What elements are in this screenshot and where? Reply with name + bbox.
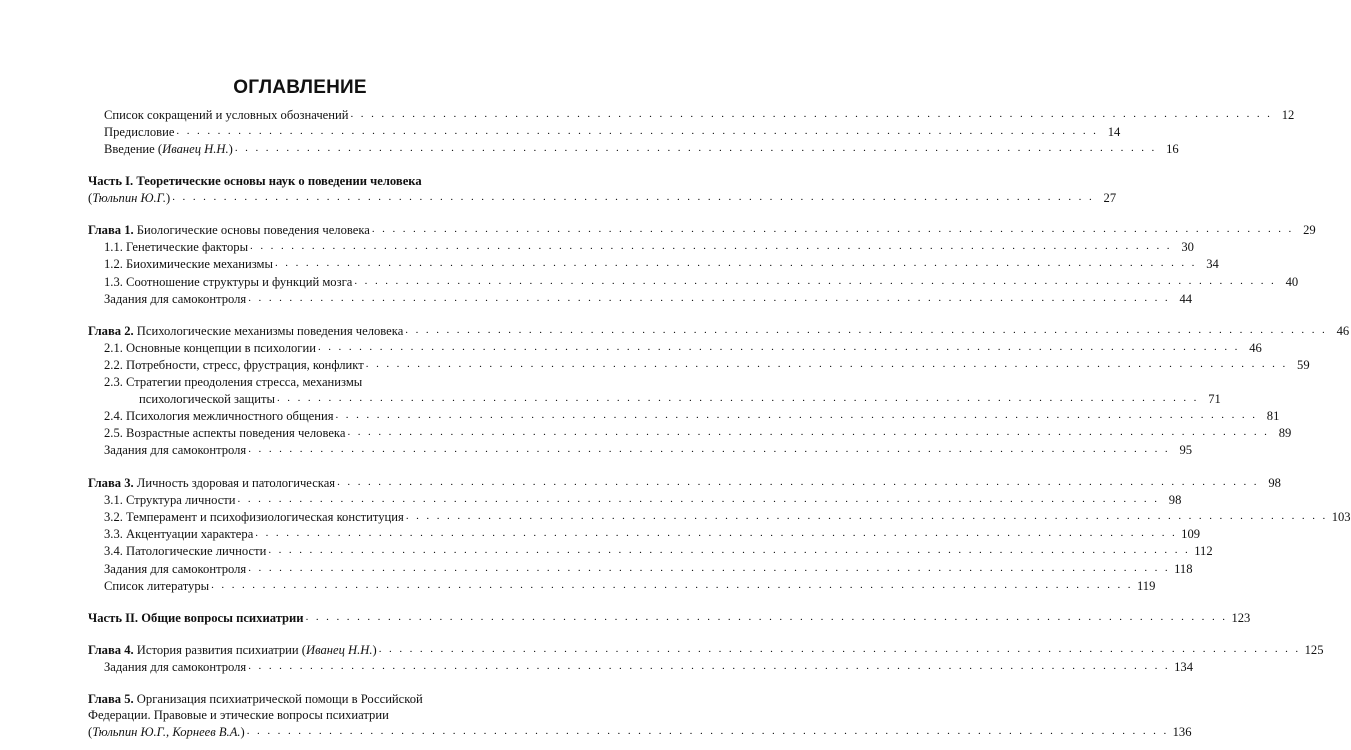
toc-page-number: 12 xyxy=(1281,108,1295,122)
toc-entry-tail: ) xyxy=(228,142,233,157)
toc-entry-title: 1.1. Генетические факторы xyxy=(104,240,249,255)
toc-page-number: 89 xyxy=(1278,426,1292,441)
toc-entry-chapter-4[interactable] xyxy=(88,641,1324,658)
toc-page-number: 46 xyxy=(1249,341,1262,356)
toc-entry-2-5[interactable] xyxy=(88,424,1292,441)
toc-entry-title: Задания для самоконтроля xyxy=(104,443,247,458)
toc-entry-3-1[interactable] xyxy=(88,491,1182,508)
toc-entry-text: Психологические механизмы поведения человека xyxy=(133,324,404,339)
dot-leader: . . . . . . . . . . . . . . . . . . . . . . . . . . . . . . . . . . . . . . . . . . . . . . . . . . . . . . . . . . . . . . . . . . . . . . . . . . . . . . . . . . . . . . . . . . xyxy=(248,561,1171,574)
toc-entry-title: 3.2. Темперамент и психофизиологическая конституция xyxy=(104,510,404,525)
toc-entry-author: Тюльпин Ю.Г., Корнеев В.А. xyxy=(92,725,241,740)
toc-entry-chapter-5-line3[interactable] xyxy=(88,723,1192,740)
dot-leader: . . . . . . . . . . . . . . . . . . . . . . . . . . . . . . . . . . . . . . . . . . . . . . . . . . . . . . . . . . . . . . . . . . . . . . . . . . . . . . . . . . . . . . . . . . xyxy=(268,544,1191,557)
toc-entry-chapter-3[interactable] xyxy=(88,474,1281,491)
table-of-contents xyxy=(88,106,1351,740)
toc-entry-chapter-5-line2[interactable] xyxy=(88,707,512,723)
toc-chapter-label: Глава 5. xyxy=(88,691,134,706)
toc-page-number: 98 xyxy=(1268,475,1281,490)
toc-page-number: 109 xyxy=(1181,527,1201,542)
dot-leader: . . . . . . . . . . . . . . . . . . . . . . . . . . . . . . . . . . . . . . . . . . . . . . . . . . . . . . . . . . . . . . . . . . . . . . . . . . . . . . . . . . . . . . . . . . xyxy=(172,190,1095,203)
dot-leader: . . . . . . . . . . . . . . . . . . . . . . . . . . . . . . . . . . . . . . . . . . . . . . . . . . . . . . . . . . . . . . . . . . . . . . . . . . . . . . . . . . . . . . . . . . xyxy=(337,475,1259,488)
toc-page-number: 27 xyxy=(1103,190,1117,205)
toc-page-number: 95 xyxy=(1179,443,1193,458)
toc-chapter-label: Глава 2. xyxy=(88,324,134,339)
toc-entry-title: 2.2. Потребности, стресс, фрустрация, конфликт xyxy=(104,358,364,373)
toc-page-number: 34 xyxy=(1206,257,1219,272)
toc-page-number: 103 xyxy=(1331,510,1351,525)
toc-entry-text: ( xyxy=(88,725,93,740)
toc-entry-2-tasks[interactable] xyxy=(88,441,1193,458)
toc-entry-preface[interactable] xyxy=(88,123,1121,140)
toc-entry-title: 3.3. Акцентуации характера xyxy=(104,527,254,542)
toc-entry-title: Задания для самоконтроля xyxy=(104,660,247,675)
toc-entry-author: Иванец Н.Н. xyxy=(162,142,229,157)
toc-page-number: 14 xyxy=(1107,125,1121,140)
toc-entry-title xyxy=(88,475,337,491)
toc-entry-chapter-2[interactable] xyxy=(88,322,1350,339)
toc-entry-text: Личность здоровая и патологическая xyxy=(133,475,336,490)
toc-entry-title xyxy=(88,323,405,339)
toc-page-number: 30 xyxy=(1181,240,1194,255)
toc-entry-author: Тюльпин Ю.Г. xyxy=(92,190,167,205)
toc-entry-part-1[interactable] xyxy=(88,173,512,189)
toc-page-number: 119 xyxy=(1136,578,1156,593)
dot-leader: . . . . . . . . . . . . . . . . . . . . . . . . . . . . . . . . . . . . . . . . . . . . . . . . . . . . . . . . . . . . . . . . . . . . . . . . . . . . . . . . . . . . . . . . . . xyxy=(248,291,1171,304)
toc-entry-text: Биологические основы поведения человека xyxy=(133,223,370,238)
toc-entry-text: ( xyxy=(88,190,93,205)
dot-leader: . . . . . . . . . . . . . . . . . . . . . . . . . . . . . . . . . . . . . . . . . . . . . . . . . . . . . . . . . . . . . . . . . . . . . . . . . . . . . . . . . . . . . . . . . . xyxy=(237,492,1160,505)
dot-leader: . . . . . . . . . . . . . . . . . . . . . . . . . . . . . . . . . . . . . . . . . . . . . . . . . . . . . . . . . . . . . . . . . . . . . . . . . . . . . . . . . . . . . . . . . . xyxy=(317,341,1240,354)
toc-entry-3-2[interactable] xyxy=(88,508,1351,525)
toc-page-number: 46 xyxy=(1336,324,1350,339)
dot-leader: . . . . . . . . . . . . . . . . . . . . . . . . . . . . . . . . . . . . . . . . . . . . . . . . . . . . . . . . . . . . . . . . . . . . . . . . . . . . . . . . . . . . . . . . . . xyxy=(246,725,1169,738)
toc-entry-chapter-5[interactable] xyxy=(88,691,512,707)
dot-leader: . . . . . . . . . . . . . . . . . . . . . . . . . . . . . . . . . . . . . . . . . . . . . . . . . . . . . . . . . . . . . . . . . . . . . . . . . . . . . . . . . . . . . . . . . . xyxy=(305,611,1228,624)
dot-leader: . . . . . . . . . . . . . . . . . . . . . . . . . . . . . . . . . . . . . . . . . . . . . . . . . . . . . . . . . . . . . . . . . . . . . . . . . . . . . . . . . . . . . . . . . . xyxy=(276,391,1199,404)
toc-entry-text: Организация психиатрической помощи в Российской xyxy=(133,691,423,706)
dot-leader: . . . . . . . . . . . . . . . . . . . . . . . . . . . . . . . . . . . . . . . . . . . . . . . . . . . . . . . . . . . . . . . . . . . . . . . . . . . . . . . . . . . . . . . . . . xyxy=(405,510,1328,523)
dot-leader: . . . . . . . . . . . . . . . . . . . . . . . . . . . . . . . . . . . . . . . . . . . . . . . . . . . . . . . . . . . . . . . . . . . . . . . . . . . . . . . . . . . . . . . . . . xyxy=(248,443,1171,456)
toc-entry-title: Задания для самоконтроля xyxy=(104,291,247,306)
toc-entry-title: Предисловие xyxy=(104,125,175,140)
toc-entry-text: История развития психиатрии ( xyxy=(133,643,306,658)
toc-page-number: 134 xyxy=(1174,660,1193,675)
toc-page-number: 40 xyxy=(1285,274,1299,289)
toc-entry-author: Иванец Н.Н. xyxy=(305,643,373,658)
toc-page-number: 112 xyxy=(1194,544,1213,559)
page-title: ОГЛАВЛЕНИЕ xyxy=(233,77,367,98)
toc-entry-title xyxy=(104,141,235,157)
toc-entry-title: 1.2. Биохимические механизмы xyxy=(104,257,273,272)
toc-part-title: Часть I. Теоретические основы наук о поведении человека xyxy=(88,173,422,188)
toc-page-number: 123 xyxy=(1231,611,1251,626)
toc-entry-3-tasks[interactable] xyxy=(88,560,1193,577)
toc-entry-title: Список литературы xyxy=(104,578,210,593)
toc-entry-title xyxy=(88,190,172,206)
toc-entry-chapter-1[interactable] xyxy=(88,221,1316,238)
toc-entry-references[interactable] xyxy=(88,577,1156,594)
toc-entry-text: Введение ( xyxy=(104,142,163,157)
dot-leader: . . . . . . . . . . . . . . . . . . . . . . . . . . . . . . . . . . . . . . . . . . . . . . . . . . . . . . . . . . . . . . . . . . . . . . . . . . . . . . . . . . . . . . . . . . xyxy=(234,142,1157,155)
toc-entry-title xyxy=(88,222,372,238)
toc-entry-part-1-author[interactable] xyxy=(88,189,1117,206)
toc-page-number: 29 xyxy=(1303,223,1316,238)
toc-entry-introduction[interactable] xyxy=(88,140,1179,157)
toc-page-number: 125 xyxy=(1304,643,1324,658)
toc-entry-title: Задания для самоконтроля xyxy=(104,561,247,576)
toc-part-title: Часть II. Общие вопросы психиатрии xyxy=(88,611,304,626)
toc-entry-1-1[interactable] xyxy=(88,238,1194,255)
toc-entry-title: 2.4. Психология межличностного общения xyxy=(104,409,334,424)
dot-leader: . . . . . . . . . . . . . . . . . . . . . . . . . . . . . . . . . . . . . . . . . . . . . . . . . . . . . . . . . . . . . . . . . . . . . . . . . . . . . . . . . . . . . . . . . . xyxy=(354,274,1277,287)
dot-leader: . . . . . . . . . . . . . . . . . . . . . . . . . . . . . . . . . . . . . . . . . . . . . . . . . . . . . . . . . . . . . . . . . . . . . . . . . . . . . . . . . . . . . . . . . . xyxy=(255,527,1178,540)
toc-chapter-label: Глава 3. xyxy=(88,475,134,490)
toc-entry-tail: ) xyxy=(240,725,245,740)
toc-page-number: 81 xyxy=(1266,409,1280,424)
dot-leader: . . . . . . . . . . . . . . . . . . . . . . . . . . . . . . . . . . . . . . . . . . . . . . . . . . . . . . . . . . . . . . . . . . . . . . . . . . . . . . . . . . . . . . . . . . xyxy=(371,223,1294,236)
toc-page-number: 136 xyxy=(1172,725,1192,740)
dot-leader: . . . . . . . . . . . . . . . . . . . . . . . . . . . . . . . . . . . . . . . . . . . . . . . . . . . . . . . . . . . . . . . . . . . . . . . . . . . . . . . . . . . . . . . . . . xyxy=(350,108,1273,120)
toc-entry-title: психологической защиты xyxy=(139,391,275,406)
toc-entry-part-2[interactable] xyxy=(88,609,1251,626)
dot-leader: . . . . . . . . . . . . . . . . . . . . . . . . . . . . . . . . . . . . . . . . . . . . . . . . . . . . . . . . . . . . . . . . . . . . . . . . . . . . . . . . . . . . . . . . . . xyxy=(211,578,1133,591)
toc-entry-title xyxy=(88,691,425,707)
toc-page-number: 59 xyxy=(1297,358,1310,373)
toc-entry-abbreviations[interactable] xyxy=(88,106,1295,123)
toc-entry-2-3-cont[interactable] xyxy=(88,390,1221,407)
dot-leader: . . . . . . . . . . . . . . . . . . . . . . . . . . . . . . . . . . . . . . . . . . . . . . . . . . . . . . . . . . . . . . . . . . . . . . . . . . . . . . . . . . . . . . . . . . xyxy=(365,358,1288,371)
toc-entry-title: 2.3. Стратегии преодоления стресса, механизмы xyxy=(104,374,363,389)
dot-leader: . . . . . . . . . . . . . . . . . . . . . . . . . . . . . . . . . . . . . . . . . . . . . . . . . . . . . . . . . . . . . . . . . . . . . . . . . . . . . . . . . . . . . . . . . . xyxy=(335,409,1258,422)
dot-leader: . . . . . . . . . . . . . . . . . . . . . . . . . . . . . . . . . . . . . . . . . . . . . . . . . . . . . . . . . . . . . . . . . . . . . . . . . . . . . . . . . . . . . . . . . . xyxy=(248,660,1171,673)
toc-entry-title: 3.1. Структура личности xyxy=(104,492,236,507)
toc-entry-2-4[interactable] xyxy=(88,407,1280,424)
toc-entry-1-tasks[interactable] xyxy=(88,290,1193,307)
toc-entry-title: Список сокращений и условных обозначений xyxy=(104,108,349,122)
toc-entry-3-3[interactable] xyxy=(88,525,1201,542)
toc-entry-tail: ) xyxy=(372,643,377,658)
toc-entry-title: 2.1. Основные концепции в психологии xyxy=(104,341,316,356)
toc-page-number: 44 xyxy=(1179,291,1193,306)
toc-entry-2-2[interactable] xyxy=(88,356,1310,373)
toc-entry-1-3[interactable] xyxy=(88,273,1299,290)
toc-entry-title: 2.5. Возрастные аспекты поведения человека xyxy=(104,426,346,441)
toc-entry-title: 3.4. Патологические личности xyxy=(104,544,267,559)
toc-entry-title xyxy=(88,724,247,740)
toc-entry-4-tasks[interactable] xyxy=(88,658,1193,675)
toc-page-number: 16 xyxy=(1166,142,1179,157)
dot-leader: . . . . . . . . . . . . . . . . . . . . . . . . . . . . . . . . . . . . . . . . . . . . . . . . . . . . . . . . . . . . . . . . . . . . . . . . . . . . . . . . . . . . . . . . . . xyxy=(176,125,1099,138)
toc-entry-3-4[interactable] xyxy=(88,542,1213,559)
toc-entry-tail: ) xyxy=(166,190,171,205)
toc-entry-2-1[interactable] xyxy=(88,339,1262,356)
toc-entry-title: 1.3. Соотношение структуры и функций мозга xyxy=(104,274,353,289)
toc-page-number: 118 xyxy=(1174,561,1193,576)
toc-entry-title: Федерации. Правовые и этические вопросы психиатрии xyxy=(88,707,389,722)
toc-page-number: 71 xyxy=(1208,391,1221,406)
toc-page-number: 98 xyxy=(1168,492,1182,507)
dot-leader: . . . . . . . . . . . . . . . . . . . . . . . . . . . . . . . . . . . . . . . . . . . . . . . . . . . . . . . . . . . . . . . . . . . . . . . . . . . . . . . . . . . . . . . . . . xyxy=(250,240,1172,253)
dot-leader: . . . . . . . . . . . . . . . . . . . . . . . . . . . . . . . . . . . . . . . . . . . . . . . . . . . . . . . . . . . . . . . . . . . . . . . . . . . . . . . . . . . . . . . . . . xyxy=(378,643,1301,656)
dot-leader: . . . . . . . . . . . . . . . . . . . . . . . . . . . . . . . . . . . . . . . . . . . . . . . . . . . . . . . . . . . . . . . . . . . . . . . . . . . . . . . . . . . . . . . . . . xyxy=(274,257,1197,270)
dot-leader: . . . . . . . . . . . . . . . . . . . . . . . . . . . . . . . . . . . . . . . . . . . . . . . . . . . . . . . . . . . . . . . . . . . . . . . . . . . . . . . . . . . . . . . . . . xyxy=(405,324,1328,337)
toc-page xyxy=(88,0,1351,750)
toc-chapter-label: Глава 4. xyxy=(88,643,134,658)
toc-entry-title xyxy=(88,642,379,658)
toc-entry-1-2[interactable] xyxy=(88,255,1219,272)
toc-chapter-label: Глава 1. xyxy=(88,223,134,238)
dot-leader: . . . . . . . . . . . . . . . . . . . . . . . . . . . . . . . . . . . . . . . . . . . . . . . . . . . . . . . . . . . . . . . . . . . . . . . . . . . . . . . . . . . . . . . . . . xyxy=(347,426,1270,439)
toc-entry-2-3[interactable] xyxy=(88,374,512,390)
